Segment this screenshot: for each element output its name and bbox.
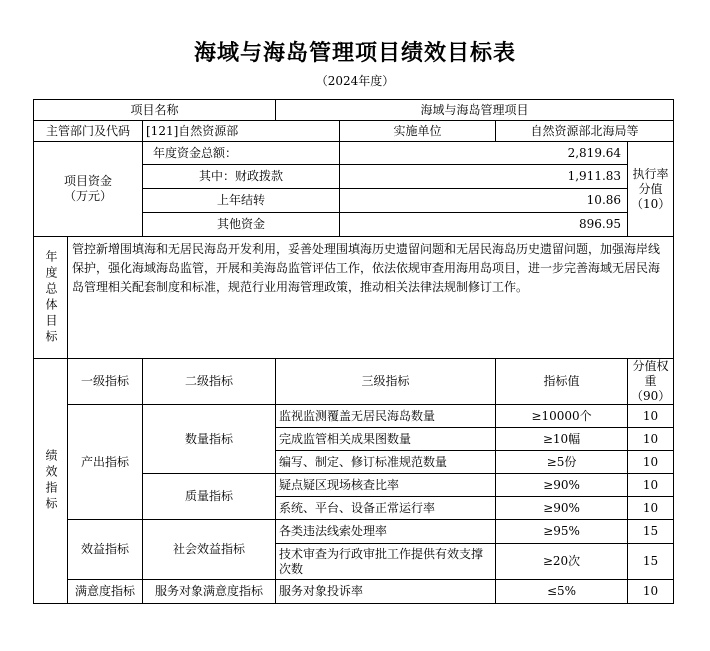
funding-fiscal-value: 1,911.83: [340, 165, 628, 189]
indicator-value: ≥95%: [496, 520, 628, 544]
indicator-name: 系统、平台、设备正常运行率: [276, 497, 496, 520]
unit-label: 实施单位: [340, 121, 496, 142]
indicator-weight: 15: [628, 520, 674, 544]
funding-total-label: 年度资金总额：: [143, 142, 340, 165]
indicator-name: 编写、制定、修订标准规范数量: [276, 451, 496, 474]
social-benefit-label: 社会效益指标: [143, 520, 276, 580]
dept-label: 主管部门及代码: [34, 121, 143, 142]
indicator-name: 监视监测覆盖无居民海岛数量: [276, 405, 496, 428]
indicator-name: 疑点疑区现场核查比率: [276, 474, 496, 497]
indicators-section-label: 绩效指标: [34, 359, 68, 604]
page-subtitle: （2024年度）: [315, 74, 395, 88]
indicator-value: ≥20次: [496, 544, 628, 580]
indicator-name: 服务对象投诉率: [276, 580, 496, 604]
satisfaction-indicator-label: 满意度指标: [68, 580, 143, 604]
annual-goal-text: 管控新增围填海和无居民海岛开发利用，妥善处理围填海历史遗留问题和无居民海岛历史遗留问题，加强海岸线保护，强化海域海岛监管，开展和美海岛监管评估工作，依法依规审查用海用岛项目，进一步完善海域无居民海岛管理相关配套制度和标准，规范行业用海管理政策，推动相关法律法规制修订工作。: [68, 237, 674, 359]
indicator-value: ≥90%: [496, 497, 628, 520]
indicator-weight: 10: [628, 451, 674, 474]
header-value: 指标值: [496, 359, 628, 405]
funding-carryover-label: 上年结转: [143, 189, 340, 213]
service-satisfaction-label: 服务对象满意度指标: [143, 580, 276, 604]
funding-other-value: 896.95: [340, 213, 628, 237]
indicator-name: 完成监管相关成果图数量: [276, 428, 496, 451]
indicator-weight: 10: [628, 474, 674, 497]
funding-total-value: 2,819.64: [340, 142, 628, 165]
annual-goal-label: 年度总体目标: [34, 237, 68, 359]
indicator-weight: 10: [628, 580, 674, 604]
dept-value: [121]自然资源部: [143, 121, 340, 142]
indicator-value: ≥10幅: [496, 428, 628, 451]
indicator-weight: 15: [628, 544, 674, 580]
indicator-weight: 10: [628, 405, 674, 428]
quantity-indicator-label: 数量指标: [143, 405, 276, 474]
indicator-value: ≥5份: [496, 451, 628, 474]
funding-label: 项目资金 （万元）: [34, 142, 143, 237]
header-level2: 二级指标: [143, 359, 276, 405]
funding-carryover-value: 10.86: [340, 189, 628, 213]
execution-rate-label: 执行率 分值（10）: [628, 142, 674, 237]
performance-table: [33, 99, 674, 604]
header-weight: 分值权重 （90）: [628, 359, 674, 405]
funding-other-label: 其他资金: [143, 213, 340, 237]
unit-value: 自然资源部北海局等: [496, 121, 674, 142]
quality-indicator-label: 质量指标: [143, 474, 276, 520]
indicator-weight: 10: [628, 428, 674, 451]
indicator-weight: 10: [628, 497, 674, 520]
page-title: 海域与海岛管理项目绩效目标表: [193, 40, 516, 66]
output-indicator-label: 产出指标: [68, 405, 143, 520]
indicator-value: ≥10000个: [496, 405, 628, 428]
project-name-label: 项目名称: [34, 100, 276, 121]
benefit-indicator-label: 效益指标: [68, 520, 143, 580]
indicator-name: 技术审查为行政审批工作提供有效支撑次数: [276, 544, 496, 580]
header-level3: 三级指标: [276, 359, 496, 405]
project-name-value: 海域与海岛管理项目: [276, 100, 674, 121]
indicator-value: ≥90%: [496, 474, 628, 497]
funding-fiscal-label: 其中：财政拨款: [143, 165, 340, 189]
indicator-name: 各类违法线索处理率: [276, 520, 496, 544]
indicator-value: ≤5%: [496, 580, 628, 604]
header-level1: 一级指标: [68, 359, 143, 405]
